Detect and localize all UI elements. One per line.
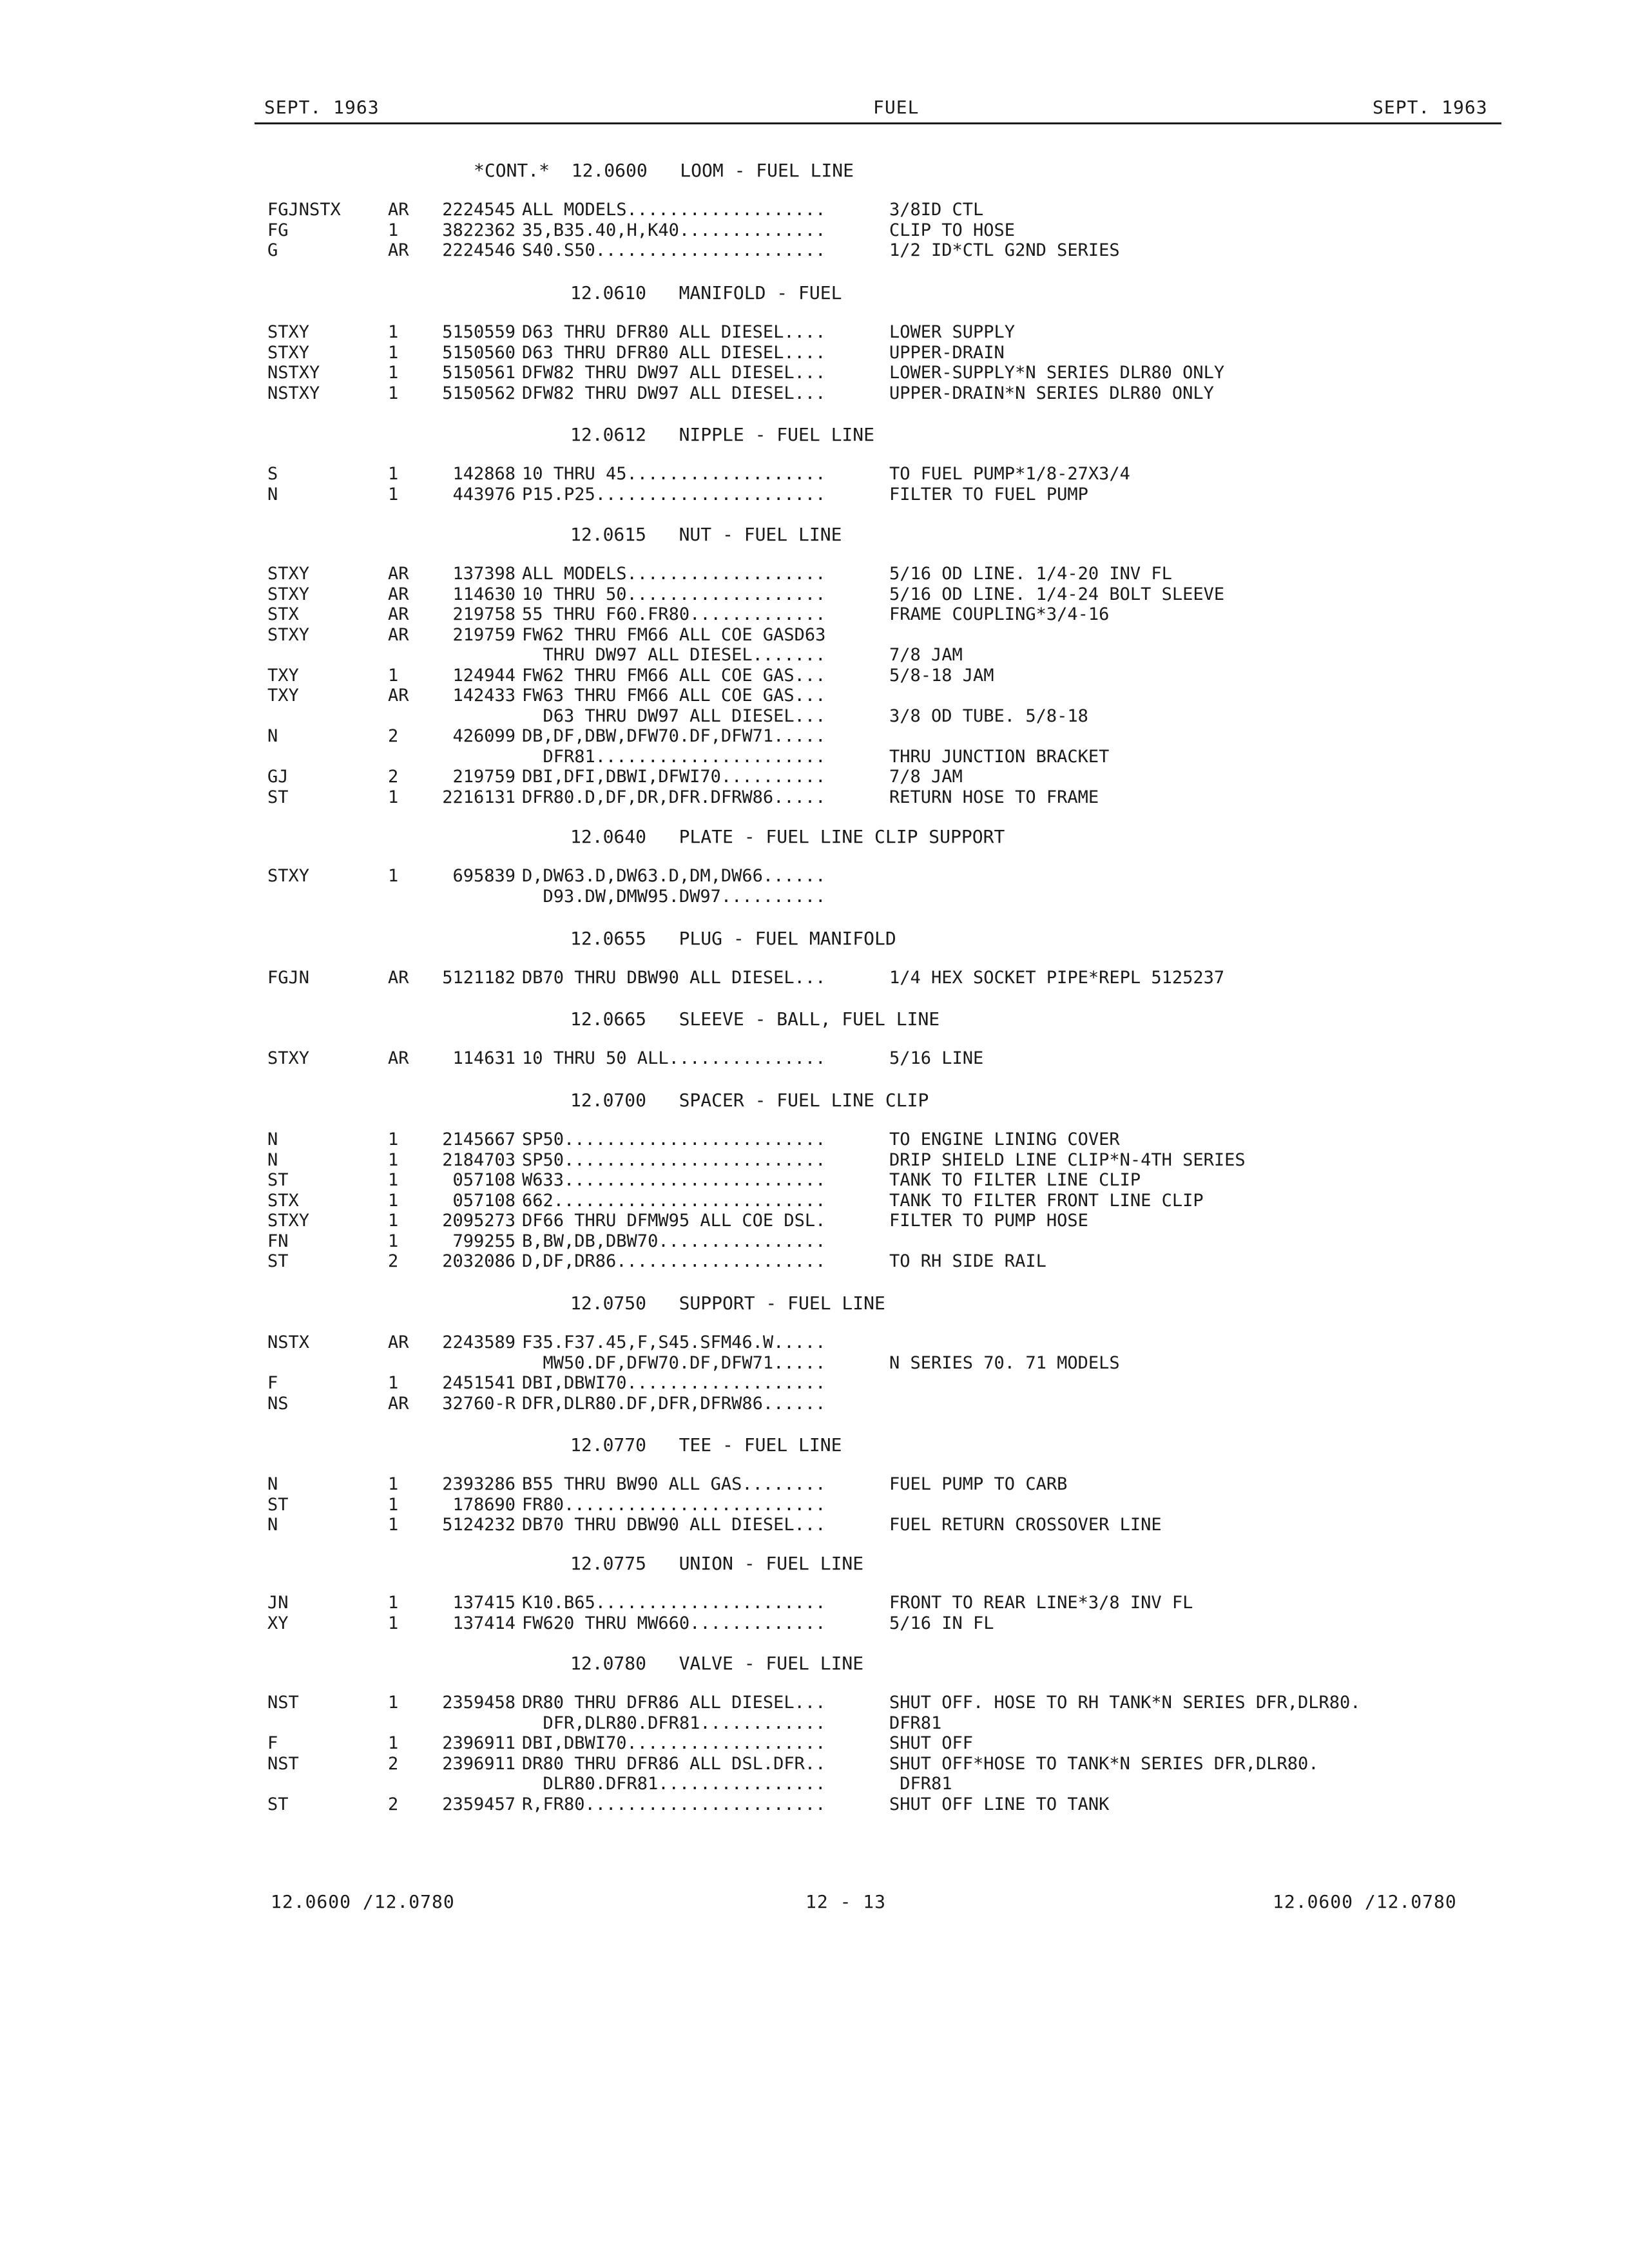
part-number: 142433 <box>452 686 516 706</box>
application-models: 35,B35.40,H,K40.............. <box>522 220 826 240</box>
part-number: 114630 <box>452 584 516 604</box>
application-models: K10.B65...................... <box>522 1593 826 1613</box>
application-models: P15.P25...................... <box>522 484 826 505</box>
usage-code: NST <box>267 1693 299 1713</box>
part-number: 2359458 <box>442 1693 516 1713</box>
description: TANK TO FILTER FRONT LINE CLIP <box>889 1190 1204 1211</box>
part-number: 2393286 <box>442 1474 516 1494</box>
usage-code: XY <box>267 1613 289 1633</box>
footer-range-left: 12.0600 /12.0780 <box>271 1891 455 1912</box>
usage-code: G <box>267 240 278 260</box>
description: TO RH SIDE RAIL <box>889 1251 1046 1271</box>
application-models: D63 THRU DFR80 ALL DIESEL.... <box>522 342 826 363</box>
quantity: AR <box>388 240 409 260</box>
description: DFR81 <box>889 1774 952 1794</box>
usage-code: NS <box>267 1393 289 1414</box>
part-number: 5150560 <box>442 342 516 363</box>
part-number: 2243589 <box>442 1332 516 1352</box>
application-models: DFR,DLR80.DFR81............ <box>522 1713 826 1733</box>
application-models: DR80 THRU DFR86 ALL DSL.DFR.. <box>522 1753 826 1774</box>
part-number: 443976 <box>452 484 516 505</box>
usage-code: STX <box>267 1190 299 1211</box>
part-number: 5150561 <box>442 363 516 383</box>
part-number: 219758 <box>452 604 516 624</box>
part-number: 2396911 <box>442 1733 516 1753</box>
usage-code: N <box>267 726 278 746</box>
application-models: SP50......................... <box>522 1129 826 1149</box>
description: FUEL PUMP TO CARB <box>889 1474 1068 1494</box>
quantity: 1 <box>388 1693 399 1713</box>
quantity: 1 <box>388 1474 399 1494</box>
quantity: 1 <box>388 665 399 686</box>
usage-code: STXY <box>267 564 310 584</box>
header-rule <box>255 122 1501 124</box>
part-number: 5150562 <box>442 383 516 403</box>
usage-code: FN <box>267 1231 289 1251</box>
application-models: FW620 THRU MW660............. <box>522 1613 826 1633</box>
footer-page-number: 12 - 13 <box>805 1891 887 1912</box>
application-models: DBI,DBWI70................... <box>522 1373 826 1393</box>
application-models: D93.DW,DMW95.DW97.......... <box>522 886 826 907</box>
section-heading: 12.0700 SPACER - FUEL LINE CLIP <box>570 1090 929 1111</box>
part-number: 124944 <box>452 665 516 686</box>
application-models: D63 THRU DFR80 ALL DIESEL.... <box>522 322 826 342</box>
usage-code: STXY <box>267 342 310 363</box>
quantity: AR <box>388 624 409 645</box>
usage-code: STX <box>267 604 299 624</box>
application-models: DFW82 THRU DW97 ALL DIESEL... <box>522 383 826 403</box>
application-models: FR80......................... <box>522 1494 826 1515</box>
part-number: 2216131 <box>442 787 516 807</box>
description: TO FUEL PUMP*1/8-27X3/4 <box>889 464 1130 484</box>
quantity: 1 <box>388 1515 399 1535</box>
part-number: 799255 <box>452 1231 516 1251</box>
part-number: 2032086 <box>442 1251 516 1271</box>
application-models: D63 THRU DW97 ALL DIESEL... <box>522 706 826 726</box>
part-number: 2451541 <box>442 1373 516 1393</box>
application-models: DF66 THRU DFMW95 ALL COE DSL. <box>522 1211 826 1231</box>
application-models: DFR81...................... <box>522 746 826 767</box>
usage-code: STXY <box>267 866 310 886</box>
usage-code: STXY <box>267 584 310 604</box>
quantity: 1 <box>388 1170 399 1190</box>
usage-code: JN <box>267 1593 289 1613</box>
application-models: THRU DW97 ALL DIESEL....... <box>522 645 826 665</box>
quantity: 2 <box>388 1794 399 1814</box>
description: RETURN HOSE TO FRAME <box>889 787 1099 807</box>
section-heading: 12.0750 SUPPORT - FUEL LINE <box>570 1293 885 1314</box>
description: UPPER-DRAIN*N SERIES DLR80 ONLY <box>889 383 1214 403</box>
section-heading: 12.0640 PLATE - FUEL LINE CLIP SUPPORT <box>570 826 1005 847</box>
description: SHUT OFF <box>889 1733 974 1753</box>
usage-code: TXY <box>267 665 299 686</box>
application-models: DB70 THRU DBW90 ALL DIESEL... <box>522 968 826 988</box>
application-models: DLR80.DFR81................ <box>522 1774 826 1794</box>
usage-code: FGJN <box>267 968 310 988</box>
part-number: 2396911 <box>442 1753 516 1774</box>
application-models: MW50.DF,DFW70.DF,DFW71..... <box>522 1352 826 1373</box>
part-number: 32760-R <box>442 1393 516 1414</box>
usage-code: STXY <box>267 322 310 342</box>
description: SHUT OFF*HOSE TO TANK*N SERIES DFR,DLR80. <box>889 1753 1319 1774</box>
quantity: 1 <box>388 1733 399 1753</box>
application-models: 662.......................... <box>522 1190 826 1211</box>
quantity: 2 <box>388 726 399 746</box>
part-number: 114631 <box>452 1048 516 1068</box>
section-heading: 12.0775 UNION - FUEL LINE <box>570 1553 864 1574</box>
usage-code: STXY <box>267 1211 310 1231</box>
application-models: W633......................... <box>522 1170 826 1190</box>
quantity: 1 <box>388 383 399 403</box>
usage-code: GJ <box>267 767 289 787</box>
usage-code: N <box>267 1129 278 1149</box>
quantity: 1 <box>388 1190 399 1211</box>
application-models: DR80 THRU DFR86 ALL DIESEL... <box>522 1693 826 1713</box>
part-number: 5124232 <box>442 1515 516 1535</box>
quantity: AR <box>388 1048 409 1068</box>
part-number: 2224546 <box>442 240 516 260</box>
usage-code: FG <box>267 220 289 240</box>
quantity: AR <box>388 1393 409 1414</box>
usage-code: S <box>267 464 278 484</box>
description: DRIP SHIELD LINE CLIP*N-4TH SERIES <box>889 1149 1246 1170</box>
part-number: 137414 <box>452 1613 516 1633</box>
section-heading: 12.0612 NIPPLE - FUEL LINE <box>570 424 875 445</box>
quantity: 1 <box>388 484 399 505</box>
quantity: AR <box>388 1332 409 1352</box>
part-number: 2224545 <box>442 200 516 220</box>
part-number: 5150559 <box>442 322 516 342</box>
description: LOWER SUPPLY <box>889 322 1016 342</box>
application-models: DB70 THRU DBW90 ALL DIESEL... <box>522 1515 826 1535</box>
quantity: 1 <box>388 1211 399 1231</box>
application-models: DFW82 THRU DW97 ALL DIESEL... <box>522 363 826 383</box>
section-heading: 12.0655 PLUG - FUEL MANIFOLD <box>570 928 896 949</box>
application-models: S40.S50...................... <box>522 240 826 260</box>
part-number: 142868 <box>452 464 516 484</box>
header-date-left: SEPT. 1963 <box>264 97 380 118</box>
application-models: DBI,DFI,DBWI,DFWI70.......... <box>522 767 826 787</box>
usage-code: F <box>267 1733 278 1753</box>
quantity: 1 <box>388 1149 399 1170</box>
usage-code: FGJNSTX <box>267 200 341 220</box>
description: FILTER TO PUMP HOSE <box>889 1211 1088 1231</box>
description: LOWER-SUPPLY*N SERIES DLR80 ONLY <box>889 363 1225 383</box>
application-models: FW63 THRU FM66 ALL COE GAS... <box>522 686 826 706</box>
description: FRONT TO REAR LINE*3/8 INV FL <box>889 1593 1193 1613</box>
application-models: B55 THRU BW90 ALL GAS........ <box>522 1474 826 1494</box>
usage-code: STXY <box>267 624 310 645</box>
description: FILTER TO FUEL PUMP <box>889 484 1088 505</box>
usage-code: ST <box>267 1794 289 1814</box>
quantity: 1 <box>388 1373 399 1393</box>
section-heading: 12.0770 TEE - FUEL LINE <box>570 1434 842 1456</box>
description: THRU JUNCTION BRACKET <box>889 746 1110 767</box>
description: DFR81 <box>889 1713 942 1733</box>
part-number: 057108 <box>452 1190 516 1211</box>
quantity: 1 <box>388 1494 399 1515</box>
part-number: 178690 <box>452 1494 516 1515</box>
quantity: AR <box>388 686 409 706</box>
part-number: 219759 <box>452 767 516 787</box>
section-heading: 12.0780 VALVE - FUEL LINE <box>570 1653 864 1674</box>
usage-code: NST <box>267 1753 299 1774</box>
part-number: 695839 <box>452 866 516 886</box>
description: 5/16 LINE <box>889 1048 984 1068</box>
usage-code: N <box>267 1474 278 1494</box>
usage-code: ST <box>267 787 289 807</box>
description: TANK TO FILTER LINE CLIP <box>889 1170 1141 1190</box>
part-number: 2095273 <box>442 1211 516 1231</box>
usage-code: TXY <box>267 686 299 706</box>
quantity: 1 <box>388 322 399 342</box>
usage-code: N <box>267 484 278 505</box>
usage-code: F <box>267 1373 278 1393</box>
section-heading: 12.0615 NUT - FUEL LINE <box>570 524 842 545</box>
description: 5/8-18 JAM <box>889 665 994 686</box>
footer-range-right: 12.0600 /12.0780 <box>1273 1891 1457 1912</box>
application-models: DFR80.D,DF,DR,DFR.DFRW86..... <box>522 787 826 807</box>
part-number: 057108 <box>452 1170 516 1190</box>
usage-code: NSTXY <box>267 383 320 403</box>
quantity: 1 <box>388 1593 399 1613</box>
application-models: R,FR80....................... <box>522 1794 826 1814</box>
description: SHUT OFF LINE TO TANK <box>889 1794 1110 1814</box>
quantity: 1 <box>388 1613 399 1633</box>
description: SHUT OFF. HOSE TO RH TANK*N SERIES DFR,DLR80. <box>889 1693 1361 1713</box>
description: UPPER-DRAIN <box>889 342 1005 363</box>
part-number: 5121182 <box>442 968 516 988</box>
application-models: ALL MODELS................... <box>522 564 826 584</box>
section-heading: *CONT.* 12.0600 LOOM - FUEL LINE <box>474 160 854 181</box>
usage-code: ST <box>267 1170 289 1190</box>
description: 3/8 OD TUBE. 5/8-18 <box>889 706 1088 726</box>
description: 5/16 OD LINE. 1/4-24 BOLT SLEEVE <box>889 584 1225 604</box>
usage-code: STXY <box>267 1048 310 1068</box>
application-models: B,BW,DB,DBW70................ <box>522 1231 826 1251</box>
header-section-title: FUEL <box>873 97 920 118</box>
part-number: 137415 <box>452 1593 516 1613</box>
quantity: AR <box>388 584 409 604</box>
description: CLIP TO HOSE <box>889 220 1016 240</box>
header-date-right: SEPT. 1963 <box>1373 97 1488 118</box>
description: N SERIES 70. 71 MODELS <box>889 1352 1120 1373</box>
quantity: 2 <box>388 1251 399 1271</box>
application-models: D,DF,DR86.................... <box>522 1251 826 1271</box>
usage-code: N <box>267 1515 278 1535</box>
section-heading: 12.0610 MANIFOLD - FUEL <box>570 282 842 303</box>
application-models: FW62 THRU FM66 ALL COE GASD63 <box>522 624 826 645</box>
description: 7/8 JAM <box>889 645 963 665</box>
quantity: 1 <box>388 220 399 240</box>
application-models: 10 THRU 50 ALL............... <box>522 1048 826 1068</box>
description: 7/8 JAM <box>889 767 963 787</box>
quantity: 2 <box>388 1753 399 1774</box>
application-models: 10 THRU 45................... <box>522 464 826 484</box>
section-heading: 12.0665 SLEEVE - BALL, FUEL LINE <box>570 1008 940 1030</box>
description: 1/2 ID*CTL G2ND SERIES <box>889 240 1120 260</box>
quantity: 1 <box>388 464 399 484</box>
part-number: 3822362 <box>442 220 516 240</box>
part-number: 2184703 <box>442 1149 516 1170</box>
quantity: 2 <box>388 767 399 787</box>
quantity: AR <box>388 968 409 988</box>
description: FRAME COUPLING*3/4-16 <box>889 604 1110 624</box>
application-models: ALL MODELS................... <box>522 200 826 220</box>
application-models: D,DW63.D,DW63.D,DM,DW66...... <box>522 866 826 886</box>
description: FUEL RETURN CROSSOVER LINE <box>889 1515 1162 1535</box>
quantity: 1 <box>388 363 399 383</box>
description: 1/4 HEX SOCKET PIPE*REPL 5125237 <box>889 968 1225 988</box>
quantity: 1 <box>388 1231 399 1251</box>
application-models: DB,DF,DBW,DFW70.DF,DFW71..... <box>522 726 826 746</box>
application-models: F35.F37.45,F,S45.SFM46.W..... <box>522 1332 826 1352</box>
quantity: 1 <box>388 866 399 886</box>
quantity: AR <box>388 604 409 624</box>
part-number: 2359457 <box>442 1794 516 1814</box>
application-models: 10 THRU 50................... <box>522 584 826 604</box>
usage-code: N <box>267 1149 278 1170</box>
description: 5/16 OD LINE. 1/4-20 INV FL <box>889 564 1172 584</box>
description: 5/16 IN FL <box>889 1613 994 1633</box>
part-number: 426099 <box>452 726 516 746</box>
usage-code: NSTXY <box>267 363 320 383</box>
quantity: AR <box>388 564 409 584</box>
quantity: 1 <box>388 787 399 807</box>
usage-code: ST <box>267 1494 289 1515</box>
part-number: 2145667 <box>442 1129 516 1149</box>
application-models: DFR,DLR80.DF,DFR,DFRW86...... <box>522 1393 826 1414</box>
part-number: 219759 <box>452 624 516 645</box>
application-models: FW62 THRU FM66 ALL COE GAS... <box>522 665 826 686</box>
usage-code: ST <box>267 1251 289 1271</box>
quantity: 1 <box>388 342 399 363</box>
quantity: 1 <box>388 1129 399 1149</box>
application-models: 55 THRU F60.FR80............. <box>522 604 826 624</box>
part-number: 137398 <box>452 564 516 584</box>
application-models: SP50......................... <box>522 1149 826 1170</box>
application-models: DBI,DBWI70................... <box>522 1733 826 1753</box>
usage-code: NSTX <box>267 1332 310 1352</box>
quantity: AR <box>388 200 409 220</box>
description: TO ENGINE LINING COVER <box>889 1129 1120 1149</box>
description: 3/8ID CTL <box>889 200 984 220</box>
